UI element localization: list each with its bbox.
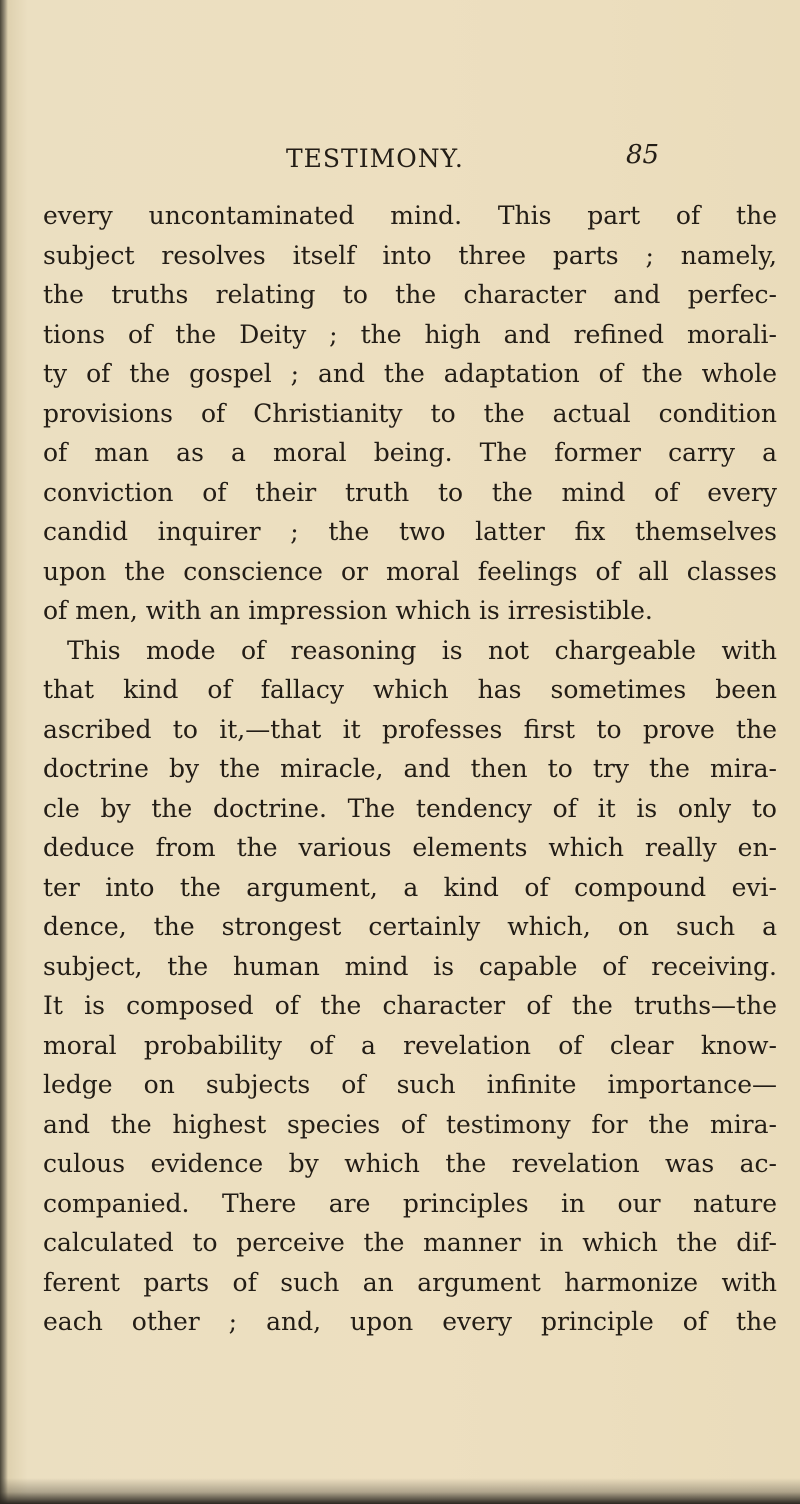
text-line: moral probability of a revelation of clear know-	[43, 1030, 777, 1060]
text-line: cle by the doctrine. The tendency of it is only to	[43, 793, 777, 823]
text-line: ferent parts of such an argument harmonize with	[43, 1267, 777, 1297]
running-title: TESTIMONY.	[286, 144, 464, 173]
text-line: ter into the argument, a kind of compound evi-	[43, 872, 777, 902]
text-line: subject resolves itself into three parts ; namely,	[43, 240, 777, 270]
text-line: doctrine by the miracle, and then to try the mira-	[43, 754, 777, 783]
text-line: provisions of Christianity to the actual condition	[43, 398, 777, 428]
text-line: conviction of their truth to the mind of every	[43, 477, 777, 507]
page-bottom-edge	[0, 1478, 800, 1504]
text-line: dence, the strongest certainly which, on such a	[43, 912, 777, 941]
text-line: of men, with an impression which is irresistible.	[43, 596, 653, 625]
text-line: ledge on subjects of such infinite importance—	[43, 1070, 777, 1099]
text-line: candid inquirer ; the two latter fix themselves	[43, 517, 777, 546]
text-line: calculated to perceive the manner in which the dif-	[43, 1228, 777, 1257]
text-line: of man as a moral being. The former carry a	[43, 438, 777, 467]
text-line: deduce from the various elements which really en-	[43, 833, 777, 862]
text-line: upon the conscience or moral feelings of all classes	[43, 556, 777, 586]
text-line: ascribed to it,—that it professes first to prove the	[43, 714, 777, 744]
text-line: tions of the Deity ; the high and refined morali-	[43, 319, 777, 349]
text-line: subject, the human mind is capable of receiving.	[43, 951, 777, 981]
text-line: culous evidence by which the revelation was ac-	[43, 1149, 777, 1178]
binding-edge	[0, 0, 8, 1504]
text-line: each other ; and, upon every principle of the	[43, 1307, 777, 1336]
text-line: companied. There are principles in our nature	[43, 1188, 777, 1218]
text-line: the truths relating to the character and perfec-	[43, 280, 777, 309]
text-line: every uncontaminated mind. This part of the	[43, 201, 777, 230]
text-line: This mode of reasoning is not chargeable with	[67, 635, 777, 665]
body-text	[43, 196, 777, 1342]
page-number: 85	[626, 140, 660, 170]
text-line: It is composed of the character of the truths—the	[43, 991, 777, 1020]
running-head	[0, 140, 800, 180]
text-line: ty of the gospel ; and the adaptation of the whole	[43, 359, 777, 388]
text-line: and the highest species of testimony for the mira-	[43, 1109, 777, 1139]
text-line: that kind of fallacy which has sometimes been	[43, 675, 777, 704]
